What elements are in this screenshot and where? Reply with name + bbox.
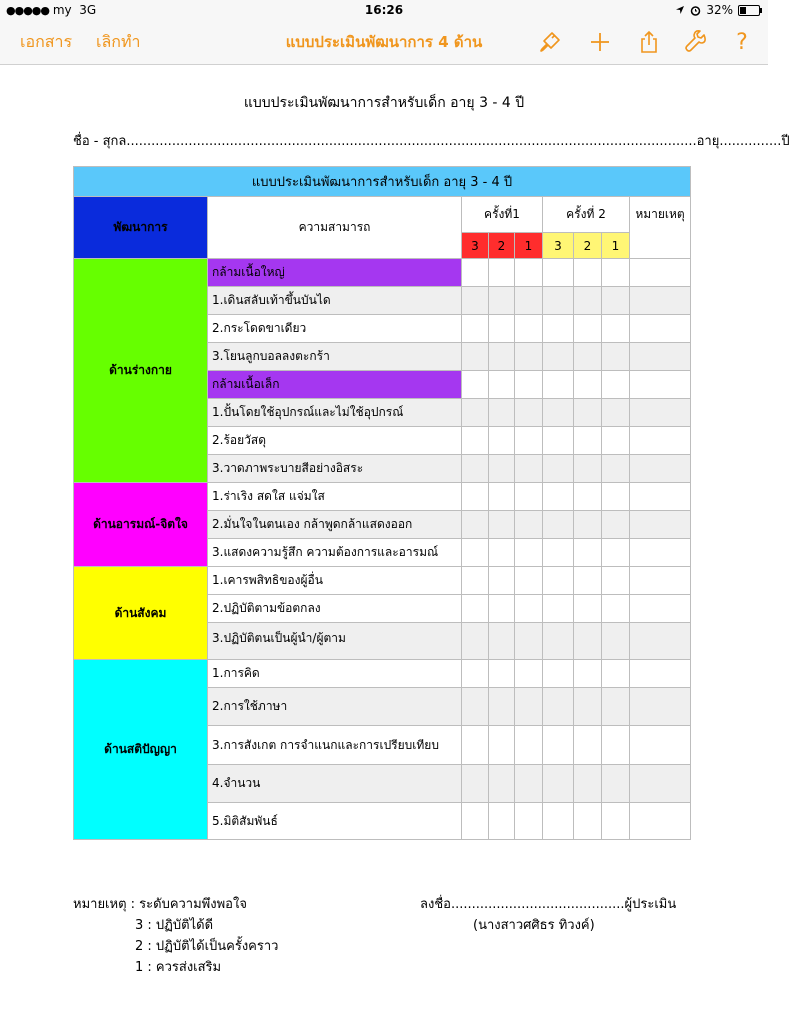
score-header: 3 [462, 233, 489, 259]
score-cell[interactable] [602, 623, 630, 660]
score-cell[interactable] [462, 595, 489, 623]
score-cell[interactable] [489, 539, 515, 567]
score-cell[interactable] [602, 371, 630, 399]
score-cell[interactable] [543, 623, 574, 660]
score-cell[interactable] [602, 455, 630, 483]
remark-cell[interactable] [630, 803, 691, 840]
remark-cell[interactable] [630, 343, 691, 371]
score-cell[interactable] [462, 343, 489, 371]
carrier-label: my [52, 3, 72, 17]
score-cell[interactable] [515, 726, 543, 765]
score-cell[interactable] [602, 427, 630, 455]
paintbrush-icon[interactable] [537, 29, 563, 55]
score-cell[interactable] [515, 455, 543, 483]
battery-icon [738, 5, 760, 16]
score-cell[interactable] [515, 595, 543, 623]
score-cell[interactable] [515, 287, 543, 315]
score-cell[interactable] [515, 511, 543, 539]
header-round-2: ครั้งที่ 2 [543, 197, 630, 233]
remark-cell[interactable] [630, 399, 691, 427]
battery-percent: 32% [706, 3, 733, 17]
score-cell[interactable] [462, 726, 489, 765]
score-cell[interactable] [515, 660, 543, 688]
score-cell[interactable] [489, 483, 515, 511]
score-cell[interactable] [602, 399, 630, 427]
clock: 16:26 [364, 3, 404, 17]
signature-line: ลงชื่อ..........................................ผู้ประเมิน [420, 897, 677, 912]
score-cell[interactable] [574, 455, 602, 483]
header-remark: หมายเหตุ [630, 197, 691, 259]
score-cell[interactable] [574, 343, 602, 371]
ability-item: 1.เดินสลับเท้าขึ้นบันได [208, 287, 462, 315]
score-cell[interactable] [602, 539, 630, 567]
ability-item: 2.กระโดดขาเดียว [208, 315, 462, 343]
score-header: 2 [489, 233, 515, 259]
ability-item: 3.โยนลูกบอลลงตะกร้า [208, 343, 462, 371]
documents-button[interactable]: เอกสาร [20, 32, 73, 51]
score-cell[interactable] [489, 343, 515, 371]
score-cell[interactable] [543, 726, 574, 765]
domain-intellectual: ด้านสติปัญญา [74, 660, 208, 840]
score-header: 1 [515, 233, 543, 259]
score-cell[interactable] [574, 287, 602, 315]
score-cell[interactable] [462, 259, 489, 287]
score-cell[interactable] [462, 371, 489, 399]
score-cell[interactable] [574, 315, 602, 343]
score-cell[interactable] [462, 623, 489, 660]
ability-item: 1.เคารพสิทธิของผู้อื่น [208, 567, 462, 595]
document-title: แบบประเมินพัฒนาการ 4 ด้าน [285, 33, 483, 51]
share-icon[interactable] [636, 29, 662, 55]
score-cell[interactable] [462, 483, 489, 511]
score-cell[interactable] [602, 803, 630, 840]
score-cell[interactable] [489, 287, 515, 315]
score-cell[interactable] [515, 623, 543, 660]
remark-cell[interactable] [630, 539, 691, 567]
score-cell[interactable] [543, 660, 574, 688]
location-arrow-icon [675, 5, 685, 15]
score-cell[interactable] [574, 483, 602, 511]
score-cell[interactable] [602, 343, 630, 371]
toolbar [0, 20, 768, 65]
score-cell[interactable] [574, 371, 602, 399]
score-cell[interactable] [602, 567, 630, 595]
ability-item: 3.วาดภาพระบายสีอย่างอิสระ [208, 455, 462, 483]
score-cell[interactable] [515, 315, 543, 343]
domain-physical: ด้านร่างกาย [74, 259, 208, 483]
score-cell[interactable] [515, 371, 543, 399]
remark-cell[interactable] [630, 259, 691, 287]
ability-item: 5.มิติสัมพันธ์ [208, 803, 462, 840]
remark-cell[interactable] [630, 765, 691, 803]
score-cell[interactable] [543, 343, 574, 371]
score-cell[interactable] [462, 399, 489, 427]
score-cell[interactable] [515, 483, 543, 511]
score-cell[interactable] [574, 660, 602, 688]
domain-emotional: ด้านอารมณ์-จิตใจ [74, 483, 208, 567]
signature-section [420, 894, 676, 936]
ability-item: 4.จำนวน [208, 765, 462, 803]
score-cell[interactable] [462, 427, 489, 455]
table-title: แบบประเมินพัฒนาการสำหรับเด็ก อายุ 3 - 4 ปี [74, 167, 691, 197]
score-cell[interactable] [489, 803, 515, 840]
score-header: 2 [574, 233, 602, 259]
age-dots: ............... [719, 134, 782, 149]
remark-cell[interactable] [630, 483, 691, 511]
score-cell[interactable] [515, 803, 543, 840]
score-cell[interactable] [462, 660, 489, 688]
name-label: ชื่อ - สุกล [73, 134, 127, 149]
remark-cell[interactable] [630, 688, 691, 726]
score-cell[interactable] [602, 726, 630, 765]
ability-item: 2.ร้อยวัสดุ [208, 427, 462, 455]
evaluation-table [73, 166, 691, 840]
score-cell[interactable] [543, 511, 574, 539]
score-cell[interactable] [543, 595, 574, 623]
name-age-line [73, 130, 790, 151]
remark-cell[interactable] [630, 455, 691, 483]
assessor-name: (นางสาวศศิธร ทิวงค์) [473, 918, 595, 933]
score-cell[interactable] [543, 315, 574, 343]
network-label: 3G [79, 3, 97, 17]
score-cell[interactable] [489, 399, 515, 427]
score-cell[interactable] [489, 455, 515, 483]
remark-cell[interactable] [630, 315, 691, 343]
notes-section [73, 894, 278, 978]
score-cell[interactable] [462, 539, 489, 567]
score-cell[interactable] [602, 483, 630, 511]
wrench-icon[interactable] [683, 29, 709, 55]
ability-item: 2.ปฏิบัติตามข้อตกลง [208, 595, 462, 623]
remark-cell[interactable] [630, 660, 691, 688]
notes-heading: หมายเหตุ : ระดับความพึงพอใจ [73, 897, 247, 912]
domain-social: ด้านสังคม [74, 567, 208, 660]
score-cell[interactable] [515, 343, 543, 371]
score-cell[interactable] [543, 455, 574, 483]
ability-item: 2.การใช้ภาษา [208, 688, 462, 726]
score-cell[interactable] [543, 399, 574, 427]
score-cell[interactable] [489, 660, 515, 688]
score-cell[interactable] [462, 455, 489, 483]
score-cell[interactable] [543, 765, 574, 803]
score-cell[interactable] [489, 595, 515, 623]
score-cell[interactable] [489, 371, 515, 399]
score-cell[interactable] [489, 427, 515, 455]
score-cell[interactable] [602, 315, 630, 343]
score-cell[interactable] [462, 765, 489, 803]
ability-item: 3.แสดงความรู้สึก ความต้องการและอารมณ์ [208, 539, 462, 567]
score-cell[interactable] [543, 259, 574, 287]
help-icon[interactable]: ? [736, 29, 748, 55]
score-cell[interactable] [574, 688, 602, 726]
score-cell[interactable] [574, 595, 602, 623]
header-development: พัฒนาการ [74, 197, 208, 259]
subheader-gross-motor: กล้ามเนื้อใหญ่ [208, 259, 462, 287]
remark-cell[interactable] [630, 371, 691, 399]
note-level: 1 : ควรส่งเสริม [135, 960, 222, 975]
score-cell[interactable] [515, 399, 543, 427]
remark-cell[interactable] [630, 595, 691, 623]
header-ability: ความสามารถ [208, 197, 462, 259]
score-cell[interactable] [462, 803, 489, 840]
score-cell[interactable] [515, 539, 543, 567]
score-cell[interactable] [543, 803, 574, 840]
remark-cell[interactable] [630, 623, 691, 660]
undo-button[interactable]: เลิกทำ [96, 32, 141, 51]
score-cell[interactable] [515, 259, 543, 287]
note-level: 2 : ปฏิบัติได้เป็นครั้งคราว [135, 939, 279, 954]
remark-cell[interactable] [630, 567, 691, 595]
score-cell[interactable] [574, 726, 602, 765]
status-bar [0, 0, 768, 20]
score-cell[interactable] [574, 803, 602, 840]
score-cell[interactable] [602, 259, 630, 287]
score-cell[interactable] [489, 315, 515, 343]
score-cell[interactable] [515, 567, 543, 595]
score-cell[interactable] [462, 287, 489, 315]
remark-cell[interactable] [630, 427, 691, 455]
remark-cell[interactable] [630, 511, 691, 539]
name-dots: .......................................................................................................................................... [126, 134, 697, 149]
score-cell[interactable] [543, 427, 574, 455]
score-cell[interactable] [602, 595, 630, 623]
score-cell[interactable] [602, 688, 630, 726]
score-cell[interactable] [489, 726, 515, 765]
age-label: อายุ [696, 134, 720, 149]
score-cell[interactable] [489, 688, 515, 726]
score-cell[interactable] [574, 539, 602, 567]
score-cell[interactable] [489, 511, 515, 539]
ability-item: 3.การสังเกต การจำแนกและการเปรียบเทียบ [208, 726, 462, 765]
score-cell[interactable] [574, 259, 602, 287]
score-cell[interactable] [602, 765, 630, 803]
age-unit: ปี [781, 134, 790, 149]
alarm-icon [690, 5, 701, 16]
score-cell[interactable] [574, 511, 602, 539]
score-cell[interactable] [574, 399, 602, 427]
ability-item: 2.มั่นใจในตนเอง กล้าพูดกล้าแสดงออก [208, 511, 462, 539]
ability-item: 3.ปฏิบัติตนเป็นผู้นำ/ผู้ตาม [208, 623, 462, 660]
remark-cell[interactable] [630, 726, 691, 765]
score-cell[interactable] [574, 427, 602, 455]
score-cell[interactable] [574, 623, 602, 660]
score-header: 3 [543, 233, 574, 259]
score-cell[interactable] [515, 765, 543, 803]
signal-dots-icon: ●●●●● [6, 4, 49, 17]
note-level: 3 : ปฏิบัติได้ดี [135, 918, 214, 933]
score-cell[interactable] [543, 483, 574, 511]
ability-item: 1.ร่าเริง สดใส แจ่มใส [208, 483, 462, 511]
status-right [675, 0, 760, 20]
score-cell[interactable] [489, 623, 515, 660]
subheader-fine-motor: กล้ามเนื้อเล็ก [208, 371, 462, 399]
score-cell[interactable] [574, 765, 602, 803]
page-title: แบบประเมินพัฒนาการสำหรับเด็ก อายุ 3 - 4 ปี [243, 95, 525, 111]
score-cell[interactable] [602, 511, 630, 539]
score-cell[interactable] [462, 315, 489, 343]
score-cell[interactable] [574, 567, 602, 595]
score-cell[interactable] [489, 259, 515, 287]
score-cell[interactable] [543, 539, 574, 567]
score-cell[interactable] [515, 427, 543, 455]
score-cell[interactable] [462, 688, 489, 726]
score-cell[interactable] [543, 287, 574, 315]
score-cell[interactable] [489, 567, 515, 595]
score-cell[interactable] [489, 765, 515, 803]
score-cell[interactable] [543, 688, 574, 726]
score-cell[interactable] [543, 567, 574, 595]
score-cell[interactable] [602, 287, 630, 315]
ability-item: 1.ปั้นโดยใช้อุปกรณ์และไม่ใช้อุปกรณ์ [208, 399, 462, 427]
score-cell[interactable] [602, 660, 630, 688]
plus-icon[interactable] [587, 29, 613, 55]
score-cell[interactable] [515, 688, 543, 726]
score-cell[interactable] [462, 567, 489, 595]
score-cell[interactable] [462, 511, 489, 539]
score-cell[interactable] [543, 371, 574, 399]
score-header: 1 [602, 233, 630, 259]
header-round-1: ครั้งที่1 [462, 197, 543, 233]
remark-cell[interactable] [630, 287, 691, 315]
ability-item: 1.การคิด [208, 660, 462, 688]
